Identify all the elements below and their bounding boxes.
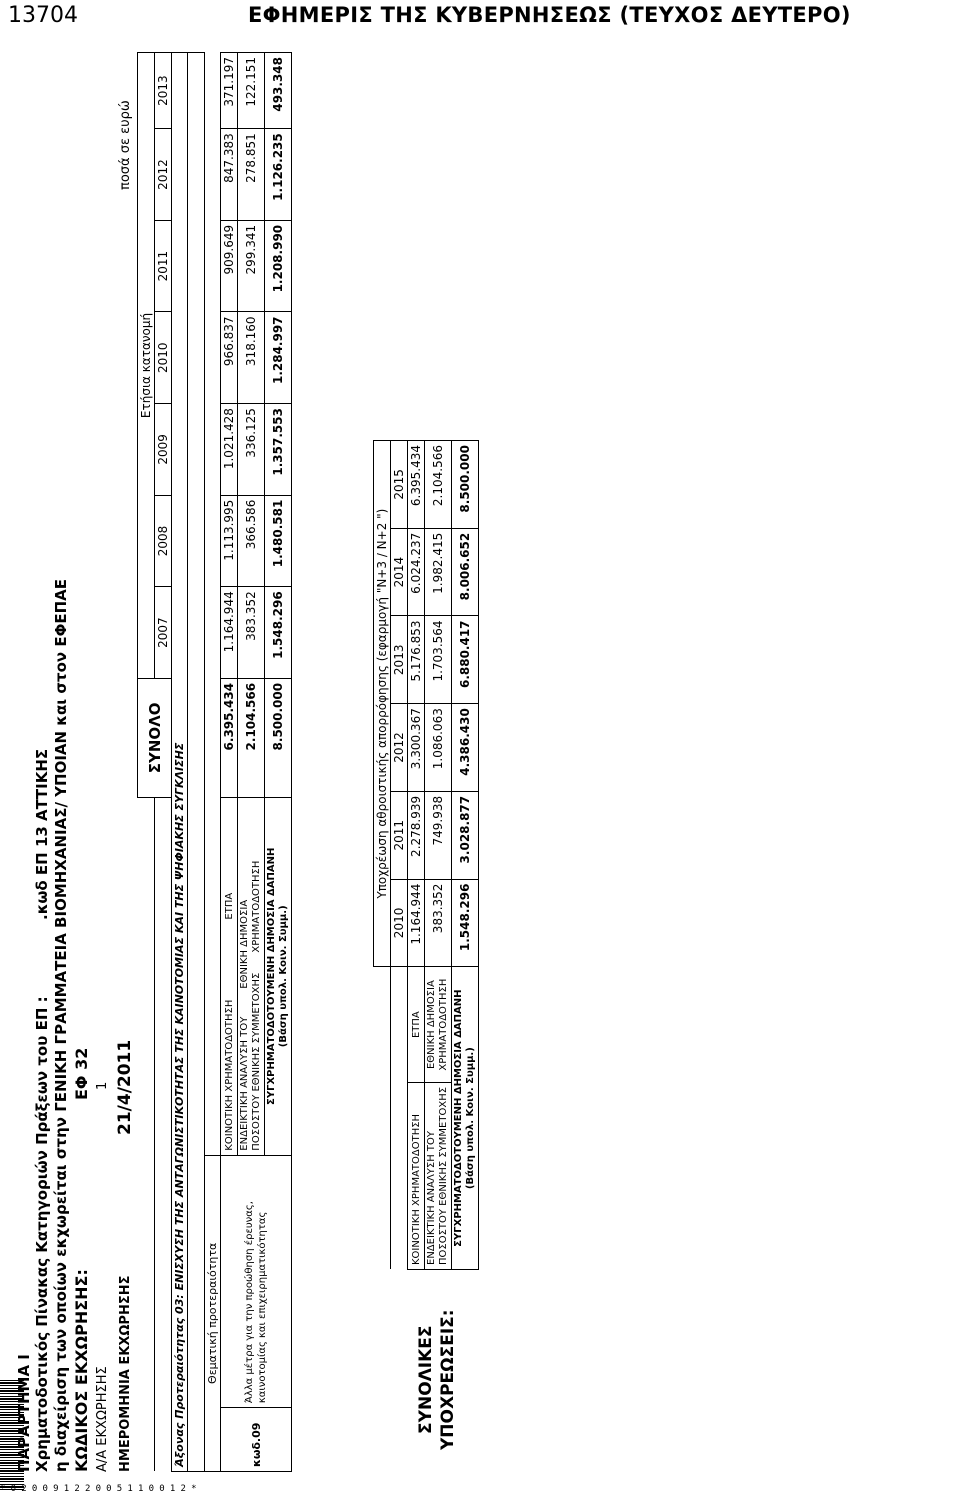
- value-cell: 278.851: [238, 129, 265, 221]
- value-cell: 1.284.997: [265, 312, 292, 404]
- year-header: 2013: [391, 616, 408, 704]
- value-cell: 1.548.296: [265, 587, 292, 679]
- barcode-text: *02009122005110012*: [0, 1484, 202, 1494]
- total-cell: 2.104.566: [238, 678, 265, 797]
- value-cell: 909.649: [221, 220, 238, 312]
- unit-label: ποσά σε ευρώ: [118, 100, 133, 190]
- table-row: [221, 53, 238, 1472]
- value-cell: 336.125: [238, 404, 265, 496]
- table-row: [425, 441, 452, 1270]
- year-header: 2015: [391, 441, 408, 529]
- value-cell: 5.176.853: [408, 616, 425, 704]
- row-label: ΚΟΙΝΟΤΙΚΗ ΧΡΗΜΑΤΟΔΟΤΗΣΗ: [408, 1082, 425, 1269]
- table-row: [408, 441, 425, 1270]
- annual-allocation-table: [137, 52, 292, 1472]
- value-cell: 3.300.367: [408, 704, 425, 792]
- value-cell: 1.126.235: [265, 129, 292, 221]
- total-header: ΣΥΝΟΛΟ: [138, 678, 172, 797]
- value-cell: 4.386.430: [452, 704, 479, 792]
- page-header: [0, 0, 960, 42]
- value-cell: 383.352: [238, 587, 265, 679]
- value-cell: 371.197: [221, 53, 238, 129]
- year-header: 2012: [155, 129, 172, 221]
- total-cell: 8.500.000: [265, 678, 292, 797]
- value-cell: 1.982.415: [425, 528, 452, 616]
- fund-label: ΕΤΠΑ: [408, 967, 425, 1083]
- value-cell: 8.500.000: [452, 441, 479, 529]
- fund-label: ΕΘΝΙΚΗ ΔΗΜΟΣΙΑ ΧΡΗΜΑΤΟΔΟΤΗΣΗ: [425, 967, 452, 1083]
- annex-title: ΠΑΡΑΡΤΗΜΑ Ι: [15, 1354, 33, 1472]
- value-cell: 6.880.417: [452, 616, 479, 704]
- table-caption: Χρηματοδοτικός Πίνακας Κατηγοριών Πράξεων του ΕΠ :: [33, 996, 51, 1472]
- value-cell: 1.021.428: [221, 404, 238, 496]
- thematic-desc: Άλλα μέτρα για την προώθηση έρευνας, καινοτομίας και επιχειρηματικότητας: [221, 1155, 292, 1407]
- year-header: 2013: [155, 53, 172, 129]
- code-cell: κωδ.09: [221, 1408, 292, 1472]
- value-cell: 1.113.995: [221, 495, 238, 587]
- value-cell: 383.352: [425, 879, 452, 967]
- row-label: ΣΥΓΧΡΗΜΑΤΟΔΟΤΟΥΜΕΝΗ ΔΗΜΟΣΙΑ ΔΑΠΑΝΗ (Βάση υπολ. Κοιν. Συμμ.): [452, 967, 479, 1270]
- gazette-title: ΕΦΗΜΕΡΙΣ ΤΗΣ ΚΥΒΕΡΝΗΣΕΩΣ (ΤΕΥΧΟΣ ΔΕΥΤΕΡΟ): [248, 3, 851, 27]
- aa-value: 1: [95, 1081, 110, 1090]
- year-header: 2010: [155, 312, 172, 404]
- value-cell: 3.028.877: [452, 791, 479, 879]
- page-number: 13704: [8, 3, 78, 28]
- absorption-table: [373, 440, 479, 1270]
- value-cell: 749.938: [425, 791, 452, 879]
- value-cell: 2.278.939: [408, 791, 425, 879]
- value-cell: 1.703.564: [425, 616, 452, 704]
- absorption-header: Υποχρέωση αθροιστικής απορρόφησης (εφαρμογή "Ν+3 / Ν+2 "): [374, 441, 391, 967]
- code-value: ΕΦ 32: [72, 1047, 91, 1100]
- value-cell: 1.548.296: [452, 879, 479, 967]
- value-cell: 8.006.652: [452, 528, 479, 616]
- year-header: 2012: [391, 704, 408, 792]
- value-cell: 1.086.063: [425, 704, 452, 792]
- date-value: 21/4/2011: [115, 1039, 135, 1135]
- value-cell: 493.348: [265, 53, 292, 129]
- value-cell: 6.395.434: [408, 441, 425, 529]
- annual-header: Ετήσια κατανομή: [138, 53, 155, 679]
- table-row: [452, 441, 479, 1270]
- program-code: .κωδ ΕΠ 13 ΑΤΤΙΚΗΣ: [33, 748, 51, 920]
- value-cell: 1.164.944: [408, 879, 425, 967]
- totals-side-title: ΣΥΝΟΛΙΚΕΣ ΥΠΟΧΡΕΩΣΕΙΣ:: [416, 1309, 458, 1450]
- value-cell: 6.024.237: [408, 528, 425, 616]
- value-cell: 366.586: [238, 495, 265, 587]
- row-label: ΕΝΔΕΙΚΤΙΚΗ ΑΝΑΛΥΣΗ ΤΟΥ ΠΟΣΟΣΤΟΥ ΕΘΝΙΚΗΣ ΣΥΜΜΕΤΟΧΗΣ: [425, 1082, 452, 1269]
- year-header: 2008: [155, 495, 172, 587]
- value-cell: 847.383: [221, 129, 238, 221]
- thematic-label: Θεματική προτεραιότητα: [205, 1155, 221, 1471]
- aa-label: Α/Α ΕΚΧΩΡΗΣΗΣ: [95, 1366, 110, 1472]
- year-header: 2007: [155, 587, 172, 679]
- value-cell: 966.837: [221, 312, 238, 404]
- row-label: ΚΟΙΝΟΤΙΚΗ ΧΡΗΜΑΤΟΔΟΤΗΣΗΕΤΠΑ: [221, 797, 238, 1155]
- value-cell: 1.480.581: [265, 495, 292, 587]
- value-cell: 299.341: [238, 220, 265, 312]
- row-label: ΣΥΓΧΡΗΜΑΤΟΔΟΤΟΥΜΕΝΗ ΔΗΜΟΣΙΑ ΔΑΠΑΝΗ (Βάση υπολ. Κοιν. Συμμ.): [265, 797, 292, 1155]
- rotated-document: [15, 50, 945, 1480]
- value-cell: 1.164.944: [221, 587, 238, 679]
- total-cell: 6.395.434: [221, 678, 238, 797]
- date-label: ΗΜΕΡΟΜΗΝΙΑ ΕΚΧΩΡΗΣΗΣ: [118, 1275, 133, 1472]
- year-header: 2011: [391, 791, 408, 879]
- value-cell: 122.151: [238, 53, 265, 129]
- code-label: ΚΩΔΙΚΟΣ ΕΚΧΩΡΗΣΗΣ:: [72, 1269, 91, 1472]
- value-cell: 1.357.553: [265, 404, 292, 496]
- management-line: η διαχείριση των οποίων εκχωρείται στην ΓΕΝΙΚΗ ΓΡΑΜΜΑΤΕΙΑ ΒΙΟΜΗΧΑΝΙΑΣ/ ΥΠΟΙΑΝ και στον ΕΦΕΠΑΕ: [52, 579, 70, 1472]
- year-header: 2010: [391, 879, 408, 967]
- year-header: 2014: [391, 528, 408, 616]
- value-cell: 318.160: [238, 312, 265, 404]
- row-label: ΕΝΔΕΙΚΤΙΚΗ ΑΝΑΛΥΣΗ ΤΟΥΕΘΝΙΚΗ ΔΗΜΟΣΙΑ ΠΟΣΟΣΤΟΥ ΕΘΝΙΚΗΣ ΣΥΜΜΕΤΟΧΗΣΧΡΗΜΑΤΟΔΟΤΗΣΗ: [238, 797, 265, 1155]
- year-header: 2011: [155, 220, 172, 312]
- axis-title: Άξονας Προτεραιότητας 03: ΕΝΙΣΧΥΣΗ ΤΗΣ ΑΝΤΑΓΩΝΙΣΤΙΚΟΤΗΤΑΣ ΤΗΣ ΚΑΙΝΟΤΟΜΙΑΣ ΚΑΙ ΤΗΣ ΨΗΦΙΑΚΗΣ ΣΥΓΚΛΙΣΗΣ: [172, 53, 188, 1472]
- value-cell: 1.208.990: [265, 220, 292, 312]
- year-header: 2009: [155, 404, 172, 496]
- value-cell: 2.104.566: [425, 441, 452, 529]
